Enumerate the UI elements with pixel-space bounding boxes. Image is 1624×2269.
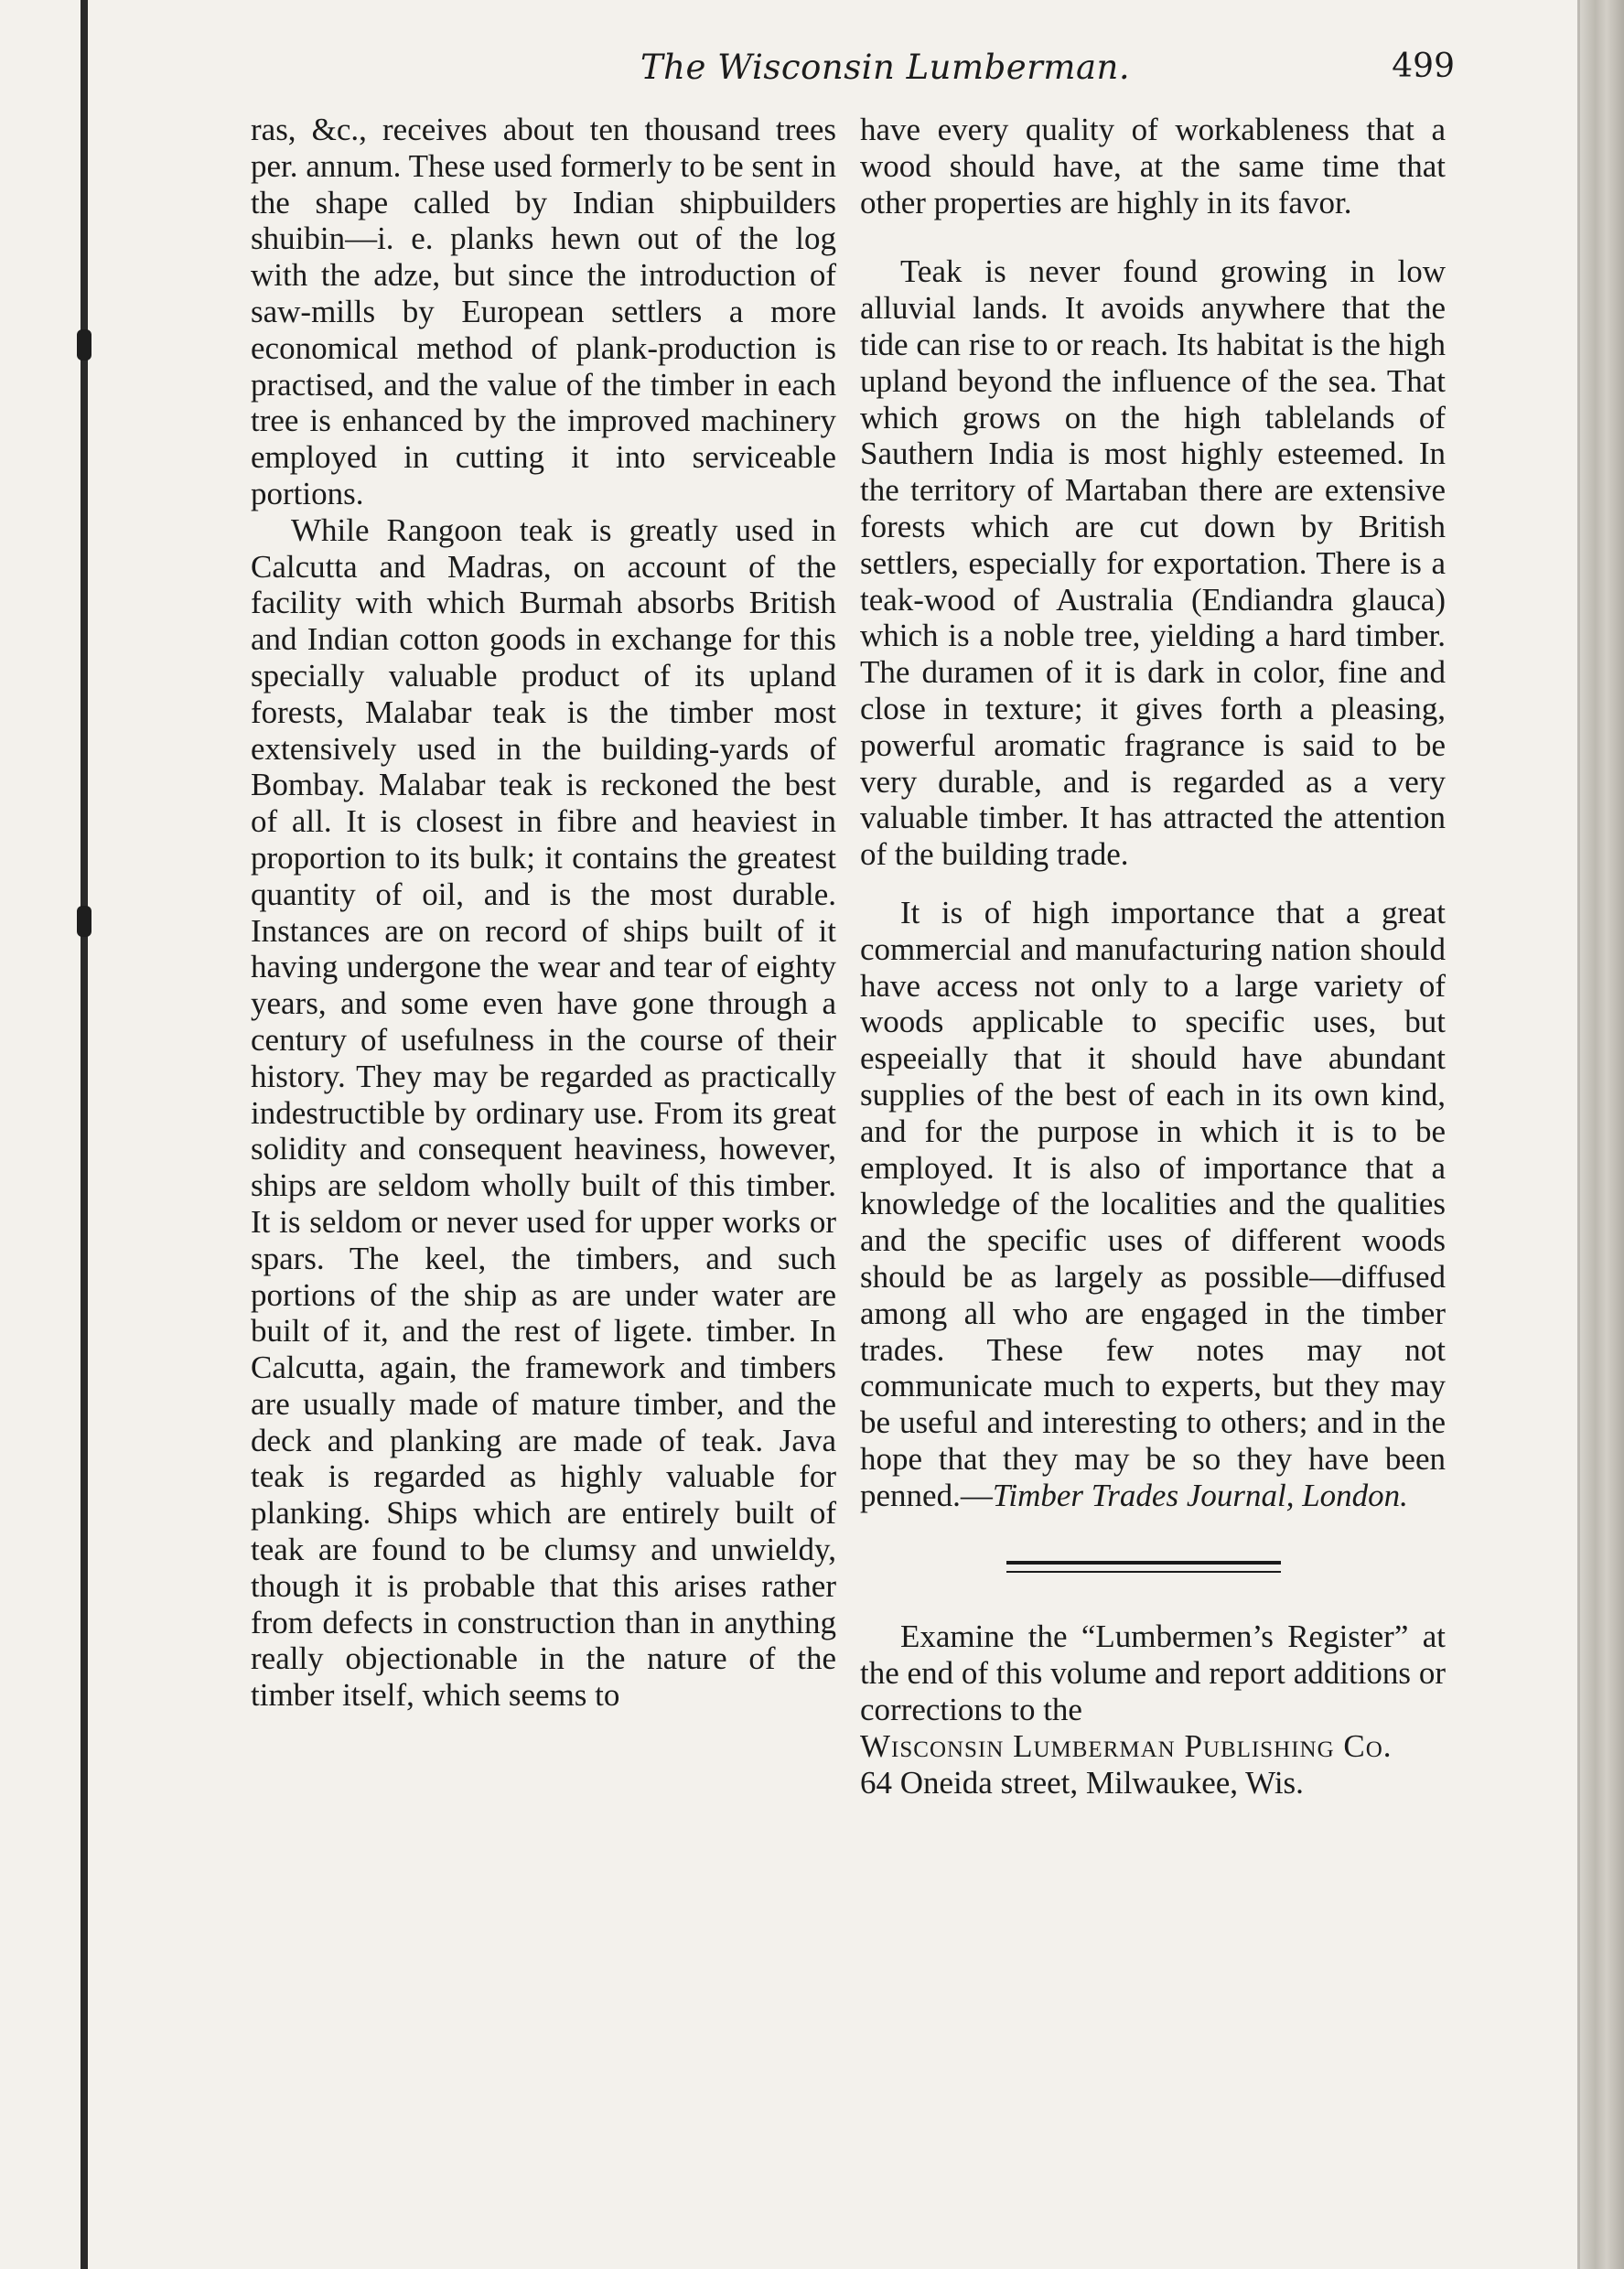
right-paragraph-2: Teak is never found growing in low alluvial lands. It avoids anywhere that the tide can rise to or reach. Its habitat is the high upland beyond the influence of the sea. That which grows on the high tablelands of Sauthern India is most highly esteemed. In the territory of Martaban there are extensive forests which are cut down by British settlers, especially for exportation. There is a teak-wood of Australia (Endiandra glauca) which is a noble tree, yielding a hard timber. The duramen of it is dark in color, fine and close in texture; it gives forth a pleasing, powerful aromatic fragrance is said to be very durable, and is regarded as a very valuable timber. It has attracted the attention of the building trade. [860, 253, 1446, 873]
divider-thick [1006, 1561, 1281, 1565]
notice-text: Examine the “Lumbermen’s Register” at the end of this volume and report additions or corrections to the [860, 1618, 1446, 1728]
notice-address: 64 Oneida street, Milwaukee, Wis. [860, 1764, 1304, 1801]
divider-thin [1006, 1571, 1281, 1573]
running-head [247, 48, 1455, 102]
left-paragraph-2: While Rangoon teak is greatly used in Calcutta and Madras, on account of the facility with which Burmah absorbs British and Indian cotton goods in exchange for this specially valuable product of its upland forests, Malabar teak is the timber most extensively used in the building-yards of Bombay. Malabar teak is reckoned the best of all. It is closest in fibre and heaviest in proportion to its bulk; it contains the greatest quantity of oil, and is the most durable. Instances are on record of ships built of it having undergone the wear and tear of eighty years, and some even have gone through a century of usefulness in the course of their history. They may be regarded as practically indestructible by ordinary use. From its great solidity and consequent heaviness, however, ships are seldom wholly built of this timber. It is seldom or never used for upper works or spars. The keel, the timbers, and such portions of the ship as are under water are built of it, and the rest of ligete. timber. In Calcutta, again, the framework and timbers are usually made of mature timber, and the deck and planking are made of teak. Java teak is regarded as highly valuable for planking. Ships which are entirely built of teak are found to be clumsy and unwieldy, though it is probable that this arises rather from defects in construction than in anything really objectionable in the nature of the timber itself, which seems to [251, 511, 836, 1714]
notice-publisher: Wisconsin Lumberman Publishing Co. [860, 1727, 1393, 1764]
left-paragraph-1: ras, &c., receives about ten thousand trees per. annum. These used formerly to be sent in the shape called by Indian shipbuilders shuibin—i. e. planks hewn out of the log with the adze, but since the introduction of saw-mills by European settlers a more economical method of plank-production is practised, and the value of the timber in each tree is enhanced by the improved machinery employed in cutting it into serviceable portions. [251, 112, 836, 511]
journal-title: The Wisconsin Lumberman. [640, 48, 1131, 87]
right-column [860, 112, 1446, 1801]
page-number: 499 [1392, 48, 1455, 85]
register-notice [860, 1618, 1446, 1801]
section-divider [1006, 1561, 1281, 1573]
right-paragraph-1: have every quality of workableness that a wood should have, at the same time that other properties are highly in its favor. [860, 112, 1446, 220]
page-edge-shadow [1580, 0, 1624, 2269]
source-citation: Timber Trades Journal, London. [992, 1477, 1408, 1513]
left-column [251, 112, 836, 1714]
binding-edge [81, 0, 88, 2269]
right-paragraph-3-text: It is of high importance that a great commercial and manufacturing nation should have access not only to a large variety of woods applicable to specific uses, but espeeially that it should have abundant supplies of the best of each in its own kind, and for the purpose in which it is to be employed. It is also of importance that a knowledge of the localities and the qualities and the specific uses of different woods should be as largely as possible—diffused among all who are engaged in the timber trades. These few notes may not communicate much to experts, but they may be useful and interesting to others; and in the hope that they may be so they have been penned.— [860, 894, 1446, 1513]
right-paragraph-3 [860, 895, 1446, 1514]
